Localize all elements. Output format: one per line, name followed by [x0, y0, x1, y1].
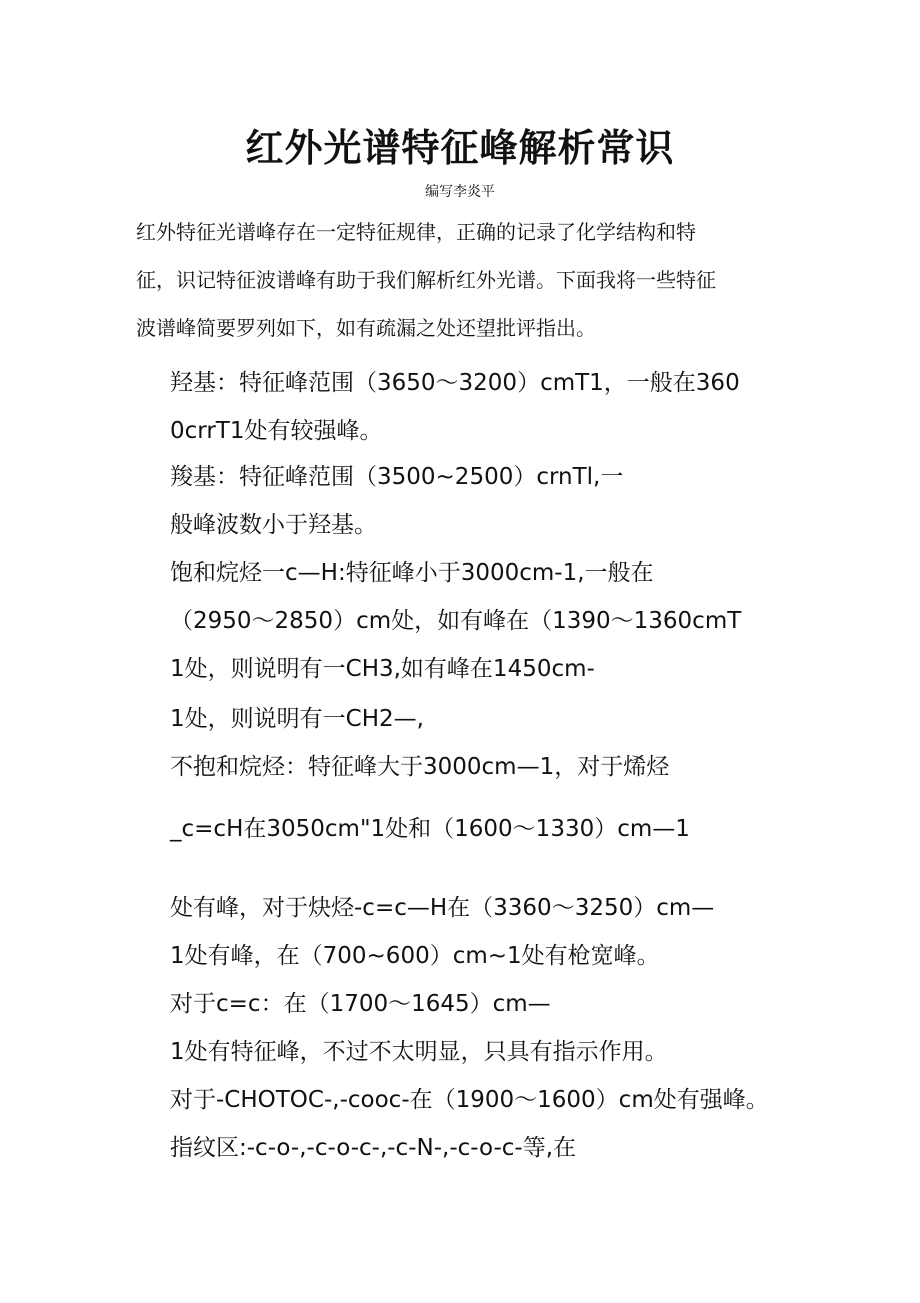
body-line: 1处，则说明有一CH3,如有峰在1450cm- [170, 656, 595, 682]
body-line: 1处有峰，在（700~600）cm~1处有枪宽峰。 [170, 943, 660, 969]
body-line: 羟基：特征峰范围（3650〜3200）cmT1，一般在360 [170, 370, 740, 396]
intro-line: 波谱峰简要罗列如下，如有疏漏之处还望批评指出。 [136, 316, 596, 340]
body-line: 指纹区:-c-o-,-c-o-c-,-c-N-,-c-o-c-等,在 [170, 1135, 577, 1161]
body-line: （2950〜2850）cm处，如有峰在（1390〜1360cmT [170, 608, 742, 634]
body-line: 不抱和烷烃：特征峰大于3000cm—1，对于烯烃 [170, 754, 670, 780]
document-title: 红外光谱特征峰解析常识 [245, 126, 675, 170]
body-line: 处有峰，对于炔烃-c=c—H在（3360〜3250）cm— [170, 895, 715, 921]
intro-line: 征，识记特征波谱峰有助于我们解析红外光谱。下面我将一些特征 [136, 268, 716, 292]
body-line: _c=cH在3050cm"1处和（1600〜1330）cm—1 [170, 816, 690, 842]
body-line: 1处有特征峰，不过不太明显，只具有指示作用。 [170, 1039, 668, 1065]
intro-line: 红外特征光谱峰存在一定特征规律，正确的记录了化学结构和特 [136, 220, 696, 244]
body-line: 1处，则说明有一CH2—, [170, 706, 424, 732]
author-line: 编写李炎平 [425, 184, 495, 200]
body-line: 羧基：特征峰范围（3500~2500）crnTl,一 [170, 464, 624, 490]
body-line: 般峰波数小于羟基。 [170, 512, 377, 538]
body-line: 0crrT1处有较强峰。 [170, 418, 383, 444]
body-line: 对于-CHOTOC-,-cooc-在（1900〜1600）cm处有强峰。 [170, 1087, 769, 1113]
body-line: 饱和烷烃一c—H:特征峰小于3000cm-1,一般在 [170, 560, 654, 586]
body-line: 对于c=c：在（1700〜1645）cm— [170, 991, 551, 1017]
